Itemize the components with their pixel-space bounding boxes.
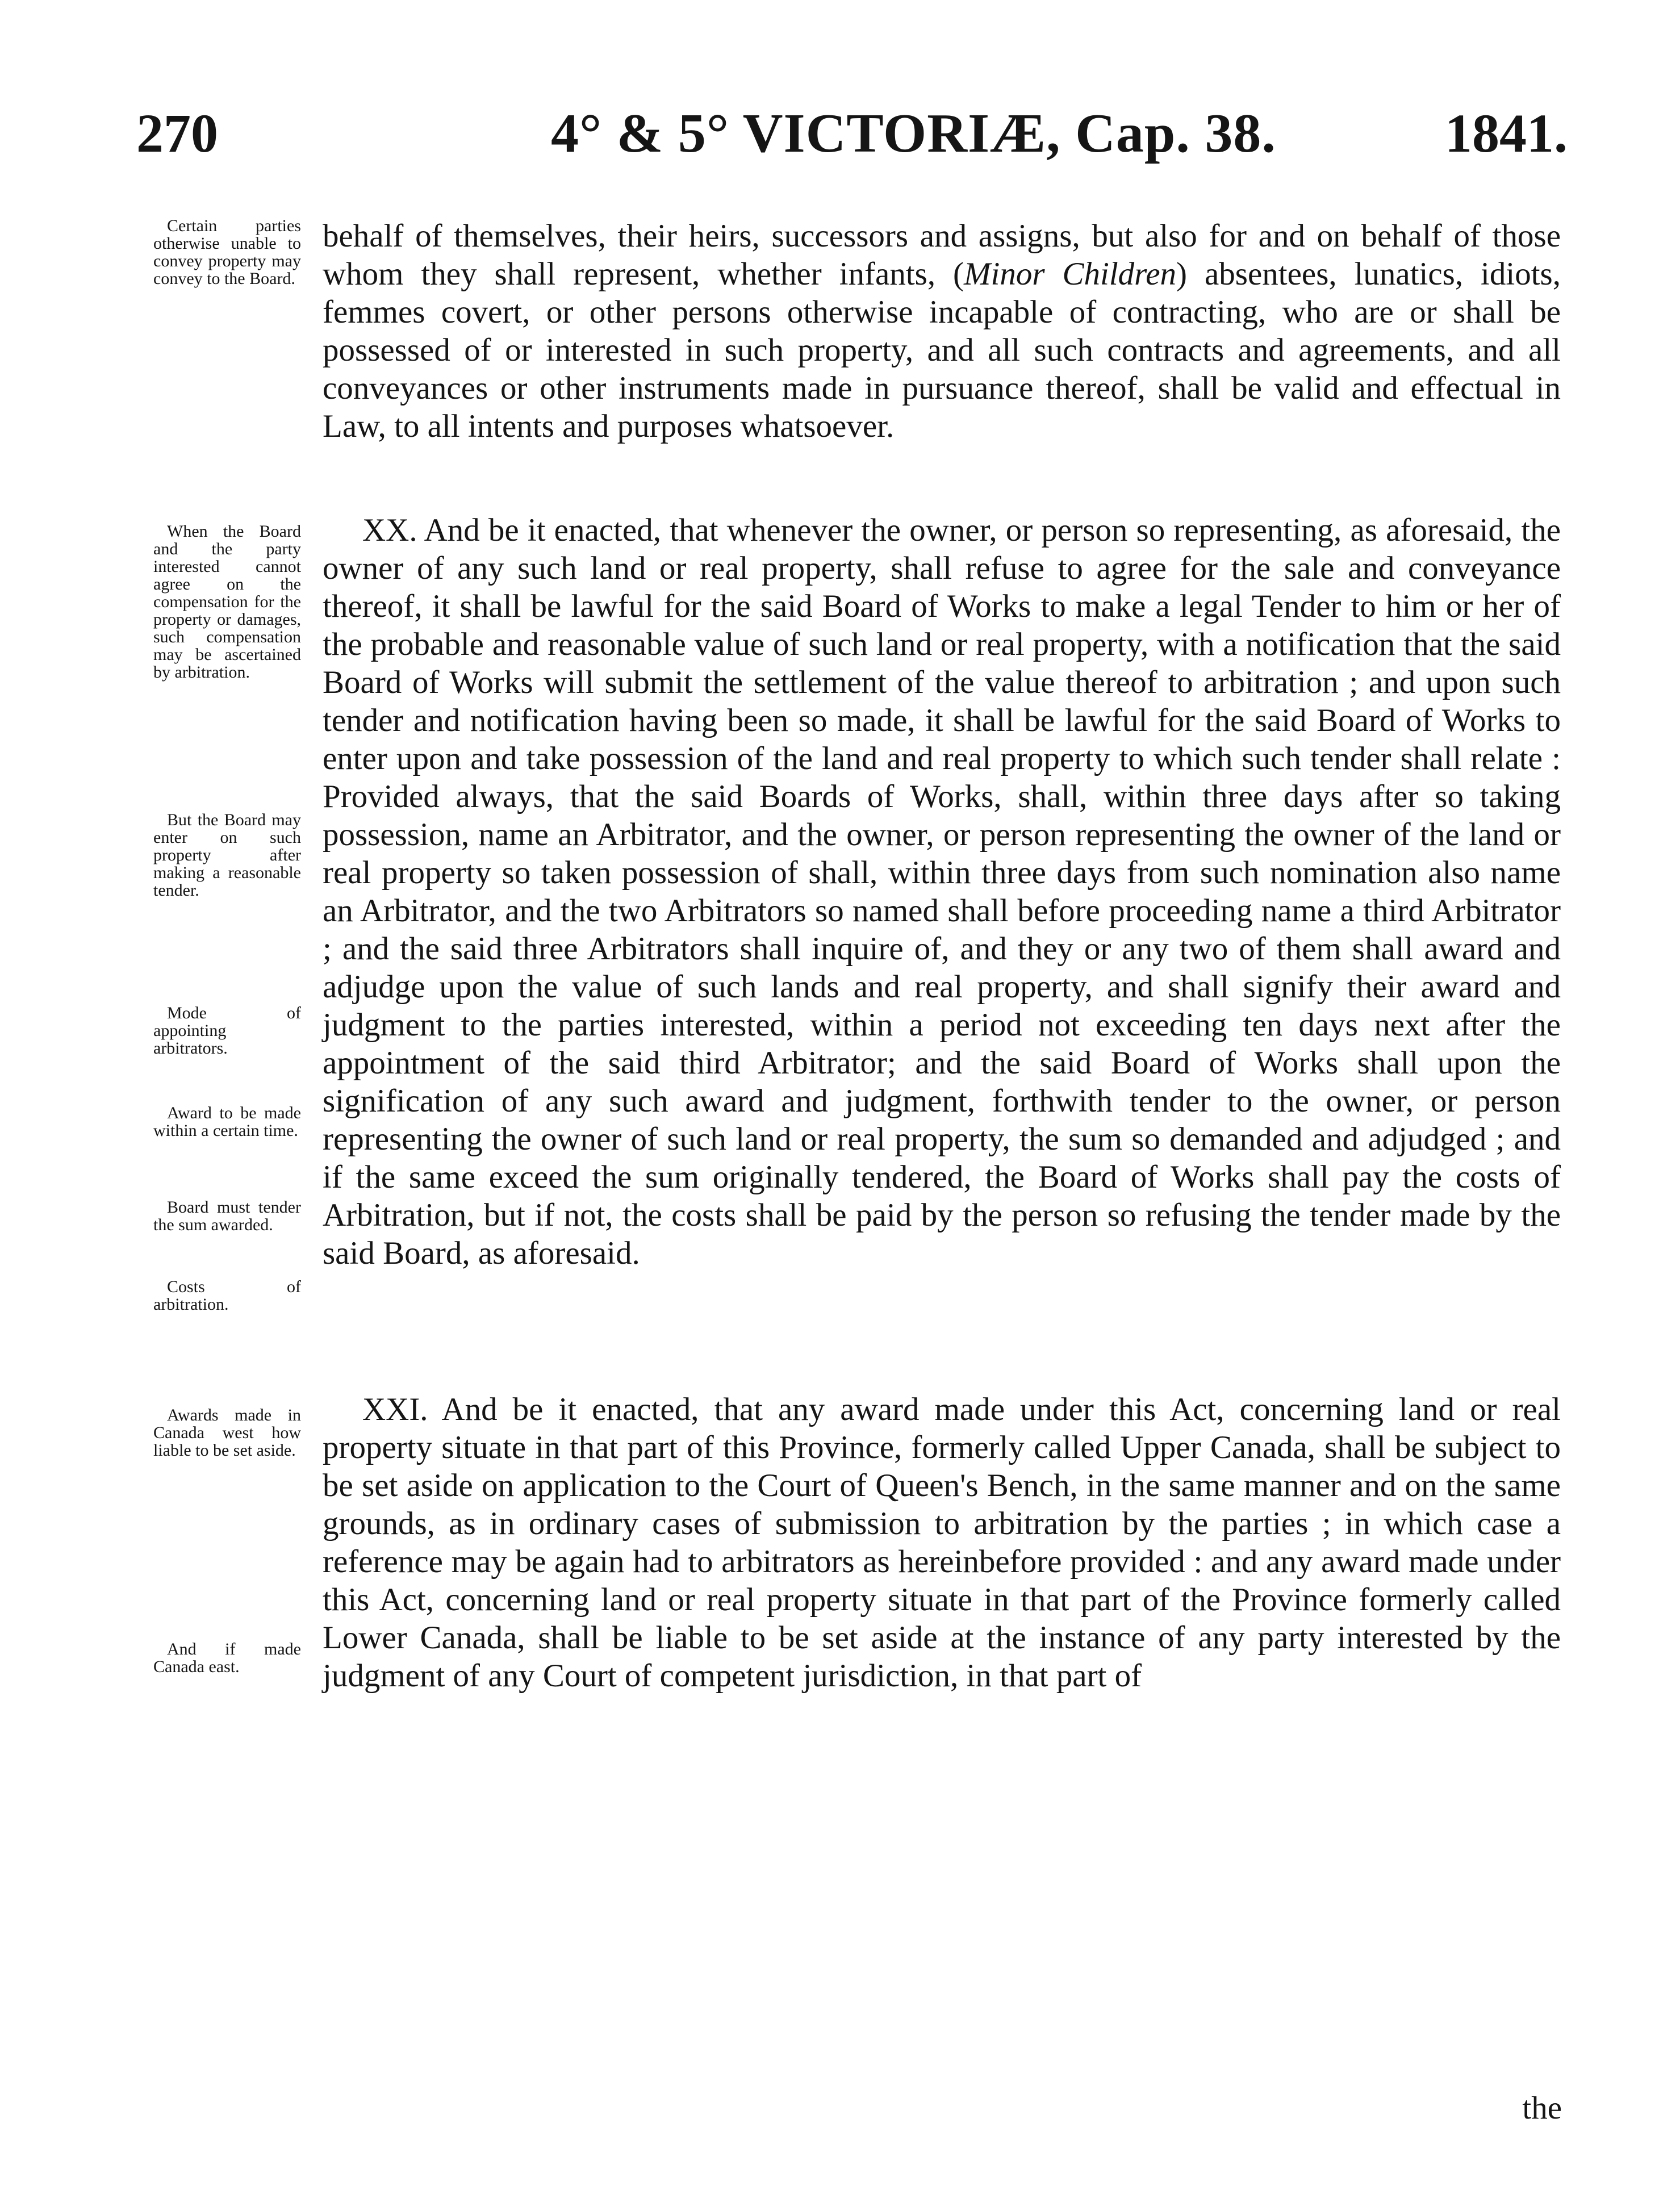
catchword: the <box>1522 2090 1562 2126</box>
page-number: 270 <box>136 103 218 164</box>
margin-note-canada-west: Awards made in Canada west how liable to be set aside. <box>153 1406 301 1460</box>
page-header <box>131 102 1573 165</box>
section-xx-text: And be it enacted, that whenever the owner, or person so representing, as aforesaid, the owner of any such land or real property, shall refuse to agree for the sale and conveyance thereof, it shall be lawful for the said Board of Works to make a legal Tender to him or her of the probable and reasonable value of such land or real property, with a notification that the said Board of Works will submit the settlement of the value thereof to arbitration ; and upon such tender and notification having been so made, it shall be lawful for the said Board of Works to enter upon and take possession of the land and real property to which such tender shall relate : Provided always, that the said Boards of Works, shall, within three days after so taking possession, name an Arbitrator, and the owner, or person representing the owner of the land or real property so taken possession of shall, within three days from such nomination also name an Arbitrator, and the two Arbitrators so named shall before proceeding name a third Arbitrator ; and the said three Arbitrators shall inquire of, and they or any two of them shall award and adjudge upon the value of such lands and real property, and shall signify their award and judgment to the parties interested, within a period not exceeding ten days next after the appointment of the said third Arbitrator; and the said Board of Works shall upon the signification of any such award and judgment, forthwith tender to the owner, or person representing the owner of such land or real property, the sum so demanded and adjudged ; and if the same exceed the sum originally tendered, the Board of Works shall pay the costs of Arbitration, but if not, the costs shall be paid by the person so refusing the tender made by the said Board, as aforesaid. <box>323 512 1561 1271</box>
italic-phrase: Minor Children <box>964 256 1177 292</box>
margin-note-appointing-arbitrators: Mode of appointing arbitrators. <box>153 1004 301 1058</box>
margin-note-tender-sum: Board must tender the sum awarded. <box>153 1198 301 1234</box>
section-xx <box>323 511 1561 1272</box>
margin-note-arbitration: When the Board and the party interested cannot agree on the compensation for the property or damages, such compensation may be ascertained by arbitration. <box>153 522 301 682</box>
running-title: 4° & 5° VICTORIÆ, Cap. 38. <box>551 103 1276 164</box>
margin-note-canada-east: And if made Canada east. <box>153 1640 301 1676</box>
continued-text-start: behalf of themselves, their heirs, successors and assigns, but also for and on behalf of those whom they shall represent, whether infants, ( <box>323 218 1561 292</box>
section-xxi-number: XXI. <box>362 1392 428 1427</box>
continued-text-end: ) absentees, lunatics, idiots, femmes covert, or other persons otherwise incapable of contracting, who are or shall be possessed of or interested in such property, and all such contracts and agreements, and all conveyances or other instruments made in pursuance thereof, shall be valid and effectual in Law, to all intents and purposes whatsoever. <box>323 256 1561 444</box>
page-year: 1841. <box>1445 103 1568 164</box>
section-xxi-text: And be it enacted, that any award made under this Act, concerning land or real property situate in that part of this Province, formerly called Upper Canada, shall be subject to be set aside on application to the Court of Queen's Bench, in the same manner and on the same grounds, as in ordinary cases of submission to arbitration by the parties ; in which case a reference may be again had to arbitrators as hereinbefore provided : and any award made under this Act, concerning land or real property situate in that part of the Province formerly called Lower Canada, shall be liable to be set aside at the instance of any party interested by the judgment of any Court of competent jurisdiction, in that part of <box>323 1392 1561 1694</box>
section-xxi <box>323 1390 1561 1695</box>
continued-section <box>323 217 1561 445</box>
margin-note-costs: Costs of arbitration. <box>153 1277 301 1314</box>
margin-note-enter-property: But the Board may enter on such property after making a reasonable tender. <box>153 810 301 900</box>
margin-note-award-time: Award to be made within a certain time. <box>153 1104 301 1140</box>
margin-note-convey-property: Certain parties otherwise unable to convey property may convey to the Board. <box>153 216 301 288</box>
section-xx-number: XX. <box>362 512 417 548</box>
